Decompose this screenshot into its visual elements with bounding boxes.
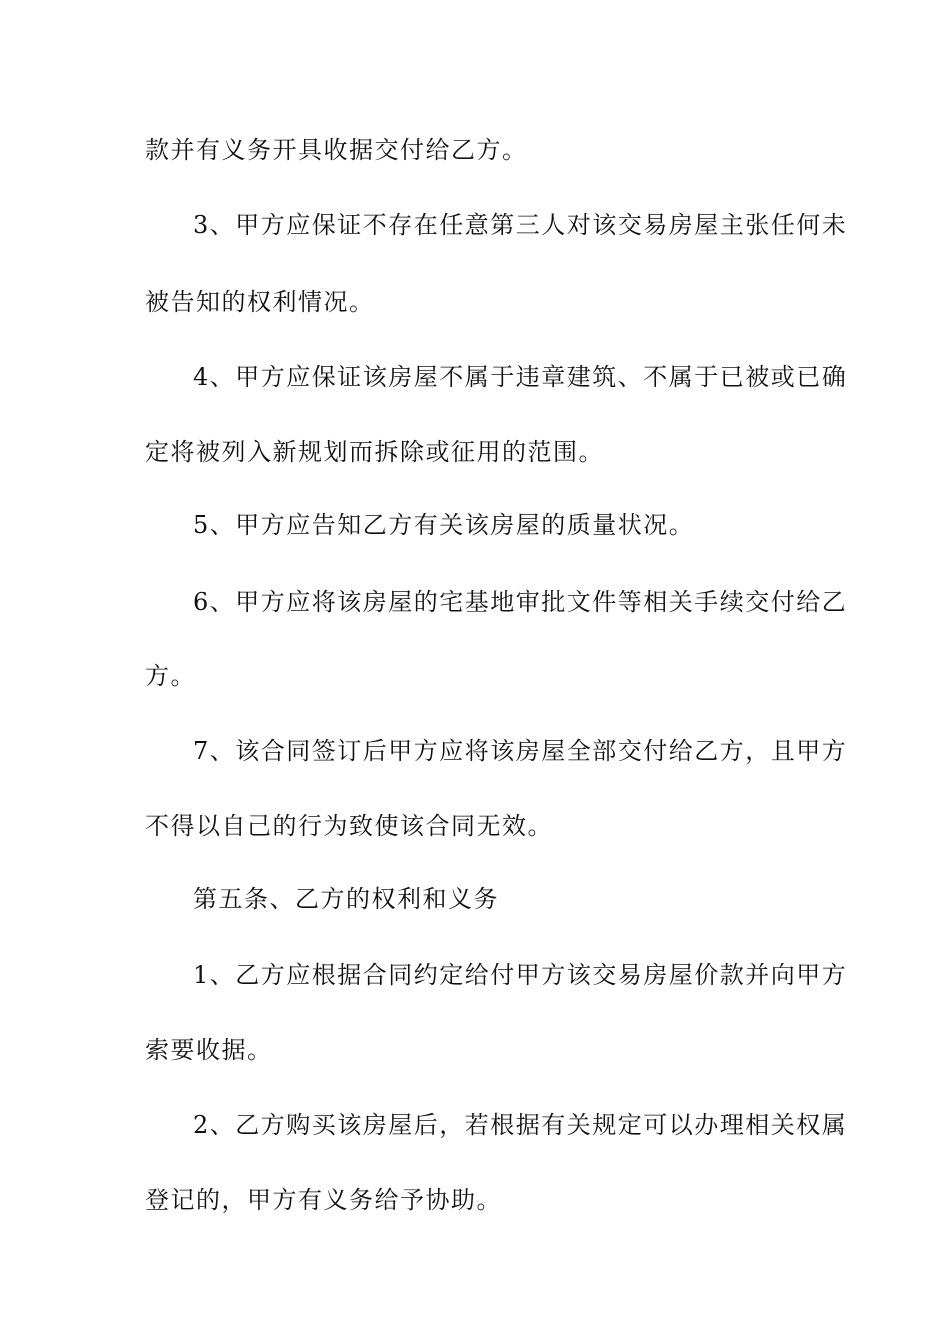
text-line: 登记的，甲方有义务给予协助。 [145, 1186, 502, 1214]
text-line: 款并有义务开具收据交付给乙方。 [145, 136, 528, 164]
text-line: 方。 [145, 662, 196, 690]
clause-7: 7、该合同签订后甲方应将该房屋全部交付给乙方，且甲方 [193, 737, 848, 765]
clause-3: 3、甲方应保证不存在任意第三人对该交易房屋主张任何未 [193, 211, 848, 239]
clause-5: 5、甲方应告知乙方有关该房屋的质量状况。 [193, 511, 695, 539]
clause-1: 1、乙方应根据合同约定给付甲方该交易房屋价款并向甲方 [193, 961, 848, 989]
text-line: 定将被列入新规划而拆除或征用的范围。 [145, 438, 604, 466]
clause-6: 6、甲方应将该房屋的宅基地审批文件等相关手续交付给乙 [193, 588, 848, 616]
text-line: 被告知的权利情况。 [145, 288, 375, 316]
text-line: 不得以自己的行为致使该合同无效。 [145, 812, 553, 840]
clause-4: 4、甲方应保证该房屋不属于违章建筑、不属于已被或已确 [193, 363, 848, 391]
section-heading-article-5: 第五条、乙方的权利和义务 [193, 885, 499, 913]
text-line: 索要收据。 [145, 1036, 273, 1064]
clause-2: 2、乙方购买该房屋后，若根据有关规定可以办理相关权属 [193, 1111, 848, 1139]
